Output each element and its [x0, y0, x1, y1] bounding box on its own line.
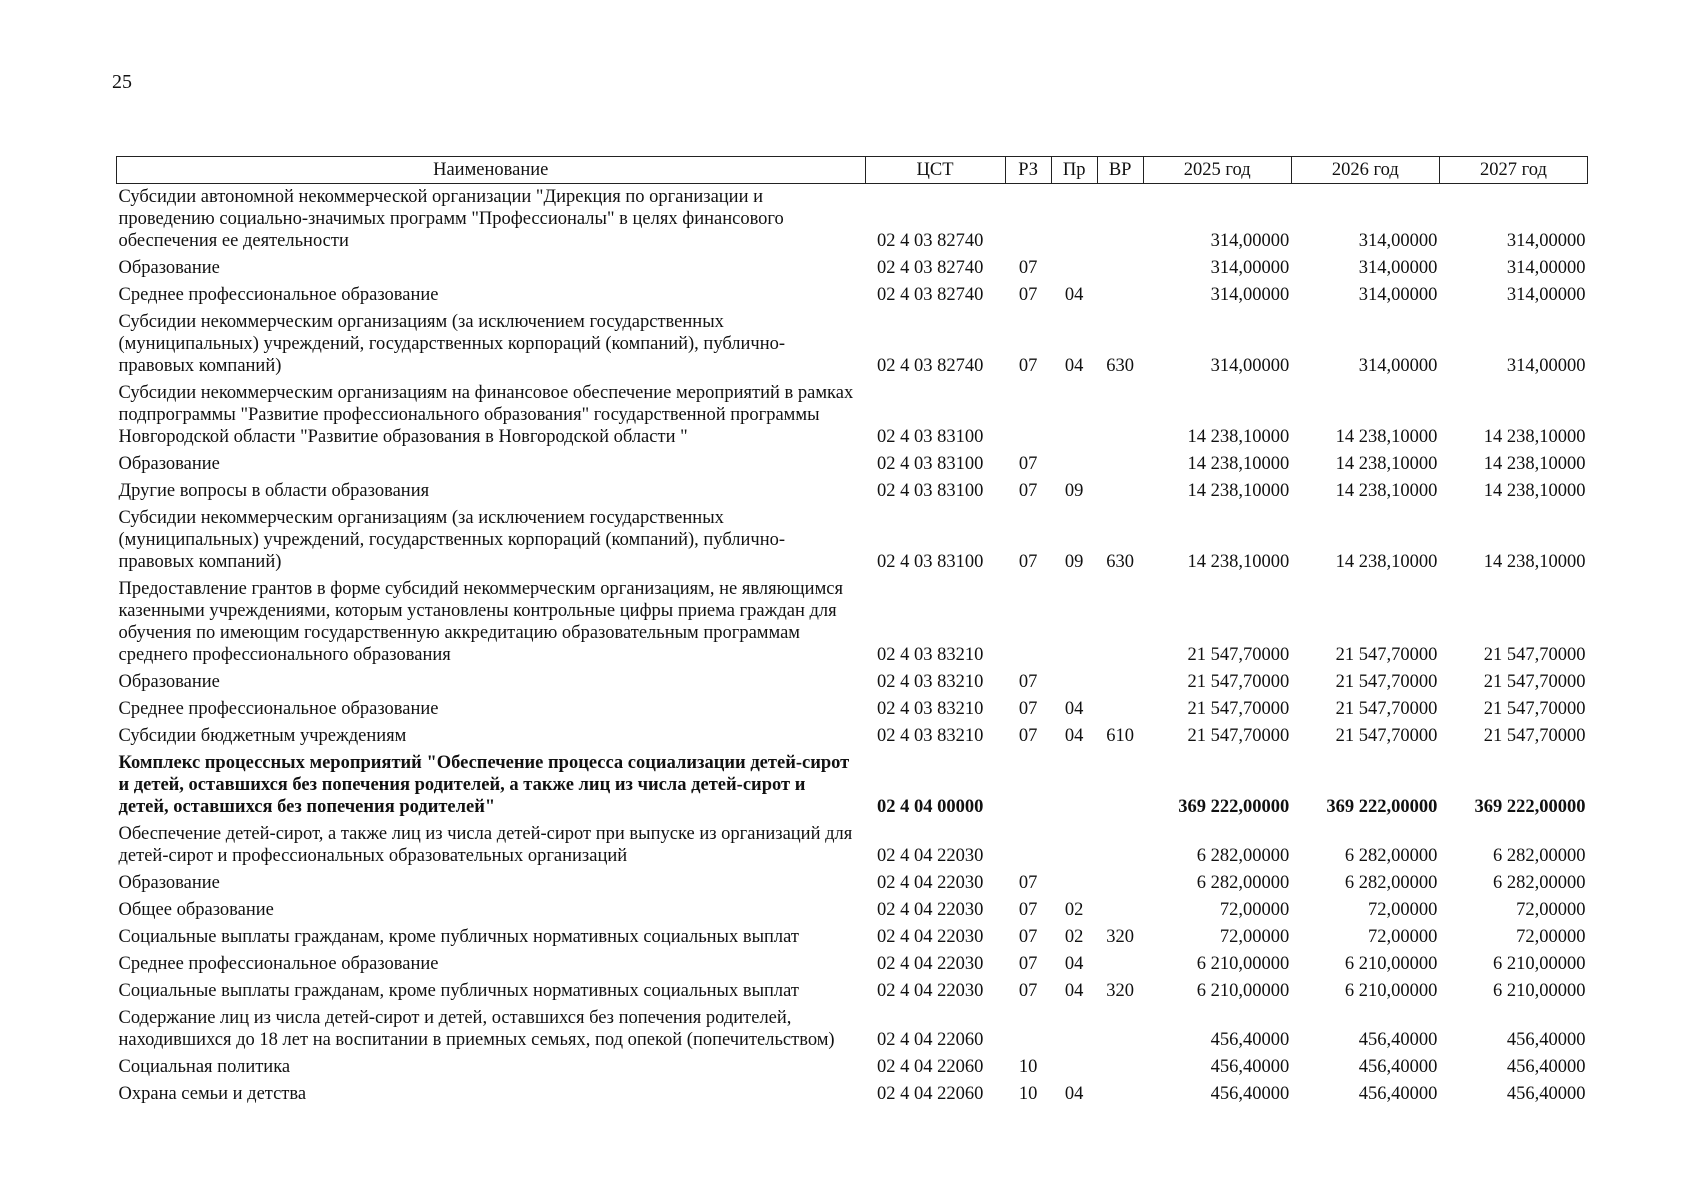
table-row	[117, 897, 1588, 924]
cell-name: Образование	[118, 454, 220, 474]
cell-2025: 14 238,10000	[1187, 454, 1290, 474]
cell-cst: 02 4 04 22060	[877, 1057, 984, 1077]
table-row	[117, 505, 1588, 576]
cell-vr: 630	[1106, 356, 1135, 376]
cell-pr	[1051, 1054, 1097, 1081]
cell-cst: 02 4 03 83100	[877, 454, 984, 474]
cell-name: Социальная политика	[118, 1057, 291, 1077]
cell-cst: 02 4 04 22030	[877, 927, 984, 947]
cell-cst: 02 4 04 22030	[877, 873, 984, 893]
cell-cst: 02 4 03 83100	[877, 552, 984, 572]
cell-name: Среднее профессиональное образование	[118, 699, 439, 719]
cell-vr	[1097, 870, 1143, 897]
cell-name: Среднее профессиональное образование	[118, 954, 439, 974]
cell-2026: 314,00000	[1358, 258, 1438, 278]
table-row	[117, 451, 1588, 478]
table-row	[117, 576, 1588, 669]
cell-2025: 6 210,00000	[1196, 981, 1290, 1001]
table-row	[117, 380, 1588, 451]
cell-2026: 314,00000	[1358, 285, 1438, 305]
cell-rz	[1005, 380, 1051, 451]
cell-cst: 02 4 04 22030	[877, 954, 984, 974]
table-row	[117, 821, 1588, 870]
cell-2027: 6 282,00000	[1493, 873, 1586, 893]
cell-vr	[1097, 696, 1143, 723]
cell-2026: 21 547,70000	[1335, 645, 1438, 665]
cell-2025: 21 547,70000	[1187, 726, 1290, 746]
cell-2027: 314,00000	[1506, 258, 1586, 278]
cell-vr	[1097, 1081, 1143, 1108]
cell-vr	[1097, 451, 1143, 478]
cell-2026: 21 547,70000	[1335, 672, 1438, 692]
cell-2026: 6 210,00000	[1344, 981, 1438, 1001]
cell-vr	[1097, 821, 1143, 870]
cell-name: Субсидии некоммерческим организациям (за исключением государственных (муниципальных) учреждений, государственных корпораций (компаний), публично-правовых компаний)	[118, 508, 786, 572]
cell-2025: 314,00000	[1210, 285, 1290, 305]
table-row	[117, 870, 1588, 897]
cell-2026: 6 282,00000	[1344, 846, 1438, 866]
cell-cst: 02 4 03 83210	[877, 699, 984, 719]
table-row	[117, 255, 1588, 282]
table-row	[117, 978, 1588, 1005]
cell-2027: 6 282,00000	[1493, 846, 1586, 866]
cell-vr	[1097, 282, 1143, 309]
cell-name: Образование	[118, 258, 220, 278]
table-row	[117, 951, 1588, 978]
cell-pr: 04	[1064, 699, 1084, 719]
cell-2025: 21 547,70000	[1187, 672, 1290, 692]
cell-2026: 456,40000	[1358, 1084, 1438, 1104]
cell-rz: 10	[1018, 1084, 1038, 1104]
cell-vr	[1097, 576, 1143, 669]
cell-pr	[1051, 451, 1097, 478]
cell-2025: 6 282,00000	[1196, 873, 1290, 893]
cell-rz: 07	[1018, 672, 1038, 692]
cell-2026: 369 222,00000	[1326, 797, 1438, 817]
header-rz: РЗ	[1005, 157, 1051, 184]
cell-rz: 07	[1018, 981, 1038, 1001]
cell-pr: 02	[1064, 900, 1084, 920]
cell-2027: 369 222,00000	[1474, 797, 1586, 817]
cell-rz: 07	[1018, 900, 1038, 920]
table-row	[117, 478, 1588, 505]
cell-pr: 02	[1064, 927, 1084, 947]
cell-name: Субсидии автономной некоммерческой организации "Дирекция по организации и проведению социально-значимых программ "Профессионалы" в целях финансового обеспечения ее деятельности	[118, 187, 784, 251]
cell-2027: 314,00000	[1506, 231, 1586, 251]
cell-cst: 02 4 03 83100	[877, 427, 984, 447]
cell-rz: 07	[1018, 873, 1038, 893]
cell-2025: 14 238,10000	[1187, 552, 1290, 572]
cell-pr	[1051, 380, 1097, 451]
cell-vr: 320	[1106, 981, 1135, 1001]
cell-2025: 314,00000	[1210, 231, 1290, 251]
cell-2026: 21 547,70000	[1335, 726, 1438, 746]
header-2026: 2026 год	[1291, 157, 1439, 184]
cell-name: Среднее профессиональное образование	[118, 285, 439, 305]
cell-rz: 07	[1018, 954, 1038, 974]
cell-rz: 07	[1018, 927, 1038, 947]
cell-pr	[1051, 870, 1097, 897]
cell-pr	[1051, 255, 1097, 282]
cell-cst: 02 4 04 22060	[877, 1030, 984, 1050]
cell-cst: 02 4 04 22030	[877, 846, 984, 866]
budget-table	[116, 156, 1588, 1108]
table-row	[117, 924, 1588, 951]
cell-2025: 72,00000	[1219, 927, 1290, 947]
cell-cst: 02 4 03 83210	[877, 672, 984, 692]
cell-rz	[1005, 821, 1051, 870]
cell-2027: 314,00000	[1506, 356, 1586, 376]
cell-vr	[1097, 478, 1143, 505]
header-2025: 2025 год	[1143, 157, 1291, 184]
cell-rz: 07	[1018, 454, 1038, 474]
cell-2025: 456,40000	[1210, 1030, 1290, 1050]
table-row	[117, 696, 1588, 723]
cell-2026: 14 238,10000	[1335, 427, 1438, 447]
cell-2027: 456,40000	[1506, 1030, 1586, 1050]
table-row	[117, 750, 1588, 821]
cell-pr: 09	[1064, 481, 1084, 501]
cell-pr: 04	[1064, 1084, 1084, 1104]
cell-rz: 07	[1018, 285, 1038, 305]
cell-2025: 369 222,00000	[1178, 797, 1290, 817]
cell-pr: 04	[1064, 726, 1084, 746]
cell-2025: 14 238,10000	[1187, 427, 1290, 447]
cell-2027: 72,00000	[1516, 927, 1586, 947]
cell-2025: 72,00000	[1219, 900, 1290, 920]
cell-pr	[1051, 821, 1097, 870]
cell-cst: 02 4 03 82740	[877, 356, 984, 376]
page-number: 25	[112, 71, 132, 93]
cell-rz: 07	[1018, 726, 1038, 746]
cell-pr	[1051, 669, 1097, 696]
cell-cst: 02 4 03 83100	[877, 481, 984, 501]
table-body	[117, 184, 1588, 1109]
cell-2027: 21 547,70000	[1483, 645, 1586, 665]
table-row	[117, 309, 1588, 380]
cell-name: Социальные выплаты гражданам, кроме публичных нормативных социальных выплат	[118, 981, 799, 1001]
cell-pr: 04	[1064, 954, 1084, 974]
cell-name: Общее образование	[118, 900, 274, 920]
cell-vr: 320	[1106, 927, 1135, 947]
cell-name: Обеспечение детей-сирот, а также лиц из числа детей-сирот при выпуске из организаций для детей-сирот и профессиональных образовательных организаций	[118, 824, 853, 866]
cell-rz: 10	[1018, 1057, 1038, 1077]
cell-vr	[1097, 1005, 1143, 1054]
header-2027: 2027 год	[1439, 157, 1587, 184]
cell-name: Образование	[118, 672, 220, 692]
cell-2027: 21 547,70000	[1483, 726, 1586, 746]
cell-2026: 6 210,00000	[1344, 954, 1438, 974]
cell-2027: 456,40000	[1506, 1084, 1586, 1104]
cell-name: Субсидии бюджетным учреждениям	[118, 726, 407, 746]
table-row	[117, 282, 1588, 309]
cell-2027: 14 238,10000	[1483, 427, 1586, 447]
cell-2027: 456,40000	[1506, 1057, 1586, 1077]
cell-2027: 6 210,00000	[1493, 981, 1586, 1001]
cell-2025: 314,00000	[1210, 356, 1290, 376]
cell-name: Образование	[118, 873, 220, 893]
cell-name: Субсидии некоммерческим организациям (за исключением государственных (муниципальных) учреждений, государственных корпораций (компаний), публично-правовых компаний)	[118, 312, 786, 376]
cell-name: Содержание лиц из числа детей-сирот и детей, оставшихся без попечения родителей, находившихся до 18 лет на воспитании в приемных семьях, под опекой (попечительством)	[118, 1008, 835, 1050]
cell-vr	[1097, 380, 1143, 451]
cell-2025: 456,40000	[1210, 1084, 1290, 1104]
cell-cst: 02 4 03 82740	[877, 258, 984, 278]
cell-rz: 07	[1018, 481, 1038, 501]
cell-vr	[1097, 669, 1143, 696]
cell-rz	[1005, 576, 1051, 669]
cell-2025: 6 210,00000	[1196, 954, 1290, 974]
cell-pr: 04	[1064, 981, 1084, 1001]
cell-2025: 314,00000	[1210, 258, 1290, 278]
cell-cst: 02 4 03 82740	[877, 285, 984, 305]
cell-2026: 314,00000	[1358, 231, 1438, 251]
cell-2025: 456,40000	[1210, 1057, 1290, 1077]
header-cst: ЦСТ	[865, 157, 1005, 184]
table-row	[117, 184, 1588, 256]
cell-cst: 02 4 04 22030	[877, 981, 984, 1001]
cell-vr	[1097, 951, 1143, 978]
cell-vr: 610	[1106, 726, 1135, 746]
cell-rz: 07	[1018, 552, 1038, 572]
cell-vr	[1097, 750, 1143, 821]
cell-2026: 14 238,10000	[1335, 552, 1438, 572]
cell-name: Социальные выплаты гражданам, кроме публичных нормативных социальных выплат	[118, 927, 799, 947]
cell-2026: 72,00000	[1368, 927, 1438, 947]
cell-cst: 02 4 04 22060	[877, 1084, 984, 1104]
cell-pr: 04	[1064, 285, 1084, 305]
cell-2027: 21 547,70000	[1483, 672, 1586, 692]
cell-name: Комплекс процессных мероприятий "Обеспечение процесса социализации детей-сирот и детей, оставшихся без попечения родителей, а также лиц из числа детей-сирот и детей, оставшихся без попечения родителей"	[118, 753, 850, 817]
cell-2026: 314,00000	[1358, 356, 1438, 376]
cell-name: Охрана семьи и детства	[118, 1084, 307, 1104]
cell-cst: 02 4 03 83210	[877, 726, 984, 746]
cell-2027: 14 238,10000	[1483, 481, 1586, 501]
cell-pr	[1051, 1005, 1097, 1054]
cell-2026: 14 238,10000	[1335, 454, 1438, 474]
cell-rz	[1005, 750, 1051, 821]
cell-vr	[1097, 255, 1143, 282]
cell-rz: 07	[1018, 258, 1038, 278]
cell-pr	[1051, 750, 1097, 821]
cell-2026: 6 282,00000	[1344, 873, 1438, 893]
header-vr: ВР	[1097, 157, 1143, 184]
cell-vr: 630	[1106, 552, 1135, 572]
cell-pr: 09	[1064, 552, 1084, 572]
cell-pr	[1051, 184, 1097, 256]
cell-2027: 314,00000	[1506, 285, 1586, 305]
cell-2027: 21 547,70000	[1483, 699, 1586, 719]
cell-cst: 02 4 03 82740	[877, 231, 984, 251]
cell-rz: 07	[1018, 356, 1038, 376]
header-pr: Пр	[1051, 157, 1097, 184]
cell-2027: 14 238,10000	[1483, 552, 1586, 572]
table-row	[117, 1005, 1588, 1054]
cell-vr	[1097, 897, 1143, 924]
cell-2027: 6 210,00000	[1493, 954, 1586, 974]
cell-rz	[1005, 1005, 1051, 1054]
cell-rz	[1005, 184, 1051, 256]
table-row	[117, 669, 1588, 696]
cell-name: Предоставление грантов в форме субсидий некоммерческим организациям, не являющимся казенными учреждениями, которым установлены контрольные цифры приема граждан для обучения по имеющим государственную аккредитацию образовательным программам среднего профессионального образования	[118, 579, 843, 665]
cell-cst: 02 4 03 83210	[877, 645, 984, 665]
cell-2025: 6 282,00000	[1196, 846, 1290, 866]
cell-2026: 21 547,70000	[1335, 699, 1438, 719]
table-row	[117, 1081, 1588, 1108]
cell-vr	[1097, 1054, 1143, 1081]
cell-rz: 07	[1018, 699, 1038, 719]
cell-2026: 456,40000	[1358, 1030, 1438, 1050]
cell-2026: 14 238,10000	[1335, 481, 1438, 501]
cell-2027: 14 238,10000	[1483, 454, 1586, 474]
cell-vr	[1097, 184, 1143, 256]
cell-pr: 04	[1064, 356, 1084, 376]
cell-name: Субсидии некоммерческим организациям на финансовое обеспечение мероприятий в рамках подпрограммы "Развитие профессионального образования" государственной программы Новгородской области "Развитие образования в Новгородской области "	[118, 383, 854, 447]
cell-2026: 72,00000	[1368, 900, 1438, 920]
cell-cst: 02 4 04 00000	[877, 797, 984, 817]
cell-2025: 21 547,70000	[1187, 645, 1290, 665]
cell-2027: 72,00000	[1516, 900, 1586, 920]
cell-name: Другие вопросы в области образования	[118, 481, 430, 501]
cell-2025: 21 547,70000	[1187, 699, 1290, 719]
cell-2026: 456,40000	[1358, 1057, 1438, 1077]
table-row	[117, 1054, 1588, 1081]
table-row	[117, 723, 1588, 750]
table-header	[117, 157, 1588, 184]
cell-cst: 02 4 04 22030	[877, 900, 984, 920]
cell-2025: 14 238,10000	[1187, 481, 1290, 501]
header-name: Наименование	[117, 157, 866, 184]
cell-pr	[1051, 576, 1097, 669]
